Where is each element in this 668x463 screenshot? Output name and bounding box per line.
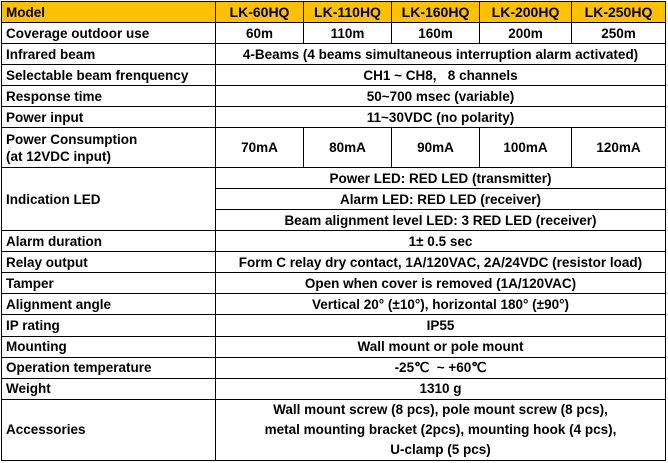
row-label: Alarm duration — [2, 231, 216, 252]
row-beam-frequency — [2, 65, 666, 86]
row-label-line: (at 12VDC input) — [6, 148, 112, 164]
model-name: LK-160HQ — [392, 2, 480, 23]
row-mounting — [2, 336, 666, 357]
model-label: Model — [2, 2, 216, 23]
row-value: 4-Beams (4 beams simultaneous interruption alarm activated) — [216, 44, 666, 65]
row-response-time — [2, 86, 666, 107]
accessory-line: metal mounting bracket (2pcs), mounting hook (4 pcs), — [264, 421, 617, 437]
row-ip-rating — [2, 315, 666, 336]
row-coverage — [2, 23, 666, 44]
row-value: 1± 0.5 sec — [216, 231, 666, 252]
row-operation-temperature — [2, 357, 666, 378]
row-tamper — [2, 273, 666, 294]
row-value: Form C relay dry contact, 1A/120VAC, 2A/24VDC (resistor load) — [216, 252, 666, 273]
row-power-consumption — [2, 128, 666, 168]
row-label: Weight — [2, 378, 216, 399]
row-value — [216, 399, 666, 460]
model-name: LK-200HQ — [480, 2, 572, 23]
row-value: 70mA — [216, 128, 304, 168]
row-value: Vertical 20° (±10°), horizontal 180° (±90°) — [216, 294, 666, 315]
row-value: 160m — [392, 23, 480, 44]
row-relay-output — [2, 252, 666, 273]
row-value: 50~700 msec (variable) — [216, 86, 666, 107]
row-label: Relay output — [2, 252, 216, 273]
row-indication-led — [2, 168, 666, 189]
row-value: -25℃ ~ +60℃ — [216, 357, 666, 378]
row-label: Indication LED — [2, 168, 216, 231]
row-alignment-angle — [2, 294, 666, 315]
row-label: Response time — [2, 86, 216, 107]
row-value: 1310 g — [216, 378, 666, 399]
spec-table — [1, 1, 666, 461]
row-label: Power input — [2, 107, 216, 128]
row-value: CH1 ~ CH8, 8 channels — [216, 65, 666, 86]
row-value: Wall mount or pole mount — [216, 336, 666, 357]
row-accessories — [2, 399, 666, 460]
accessory-line: U-clamp (5 pcs) — [390, 441, 491, 457]
row-label — [2, 128, 216, 168]
row-value: Beam alignment level LED: 3 RED LED (receiver) — [216, 210, 666, 231]
row-label: Selectable beam frenquency — [2, 65, 216, 86]
row-weight — [2, 378, 666, 399]
model-name: LK-250HQ — [572, 2, 666, 23]
accessory-line: Wall mount screw (8 pcs), pole mount screw (8 pcs), — [273, 401, 608, 417]
row-value: IP55 — [216, 315, 666, 336]
model-name: LK-110HQ — [304, 2, 392, 23]
row-alarm-duration — [2, 231, 666, 252]
row-label: Tamper — [2, 273, 216, 294]
row-label: Accessories — [2, 399, 216, 460]
row-label: IP rating — [2, 315, 216, 336]
row-label: Infrared beam — [2, 44, 216, 65]
row-value: 80mA — [304, 128, 392, 168]
row-label: Mounting — [2, 336, 216, 357]
row-value: 90mA — [392, 128, 480, 168]
row-value: Alarm LED: RED LED (receiver) — [216, 189, 666, 210]
row-label: Coverage outdoor use — [2, 23, 216, 44]
row-value: 250m — [572, 23, 666, 44]
row-power-input — [2, 107, 666, 128]
row-label-line: Power Consumption — [6, 131, 138, 147]
row-infrared-beam — [2, 44, 666, 65]
row-value: 120mA — [572, 128, 666, 168]
model-name: LK-60HQ — [216, 2, 304, 23]
row-value: 60m — [216, 23, 304, 44]
header-row — [2, 2, 666, 23]
row-value: 100mA — [480, 128, 572, 168]
row-value: 200m — [480, 23, 572, 44]
row-value: 110m — [304, 23, 392, 44]
row-value: 11~30VDC (no polarity) — [216, 107, 666, 128]
row-label: Alignment angle — [2, 294, 216, 315]
row-value: Power LED: RED LED (transmitter) — [216, 168, 666, 189]
row-label: Operation temperature — [2, 357, 216, 378]
row-value: Open when cover is removed (1A/120VAC) — [216, 273, 666, 294]
